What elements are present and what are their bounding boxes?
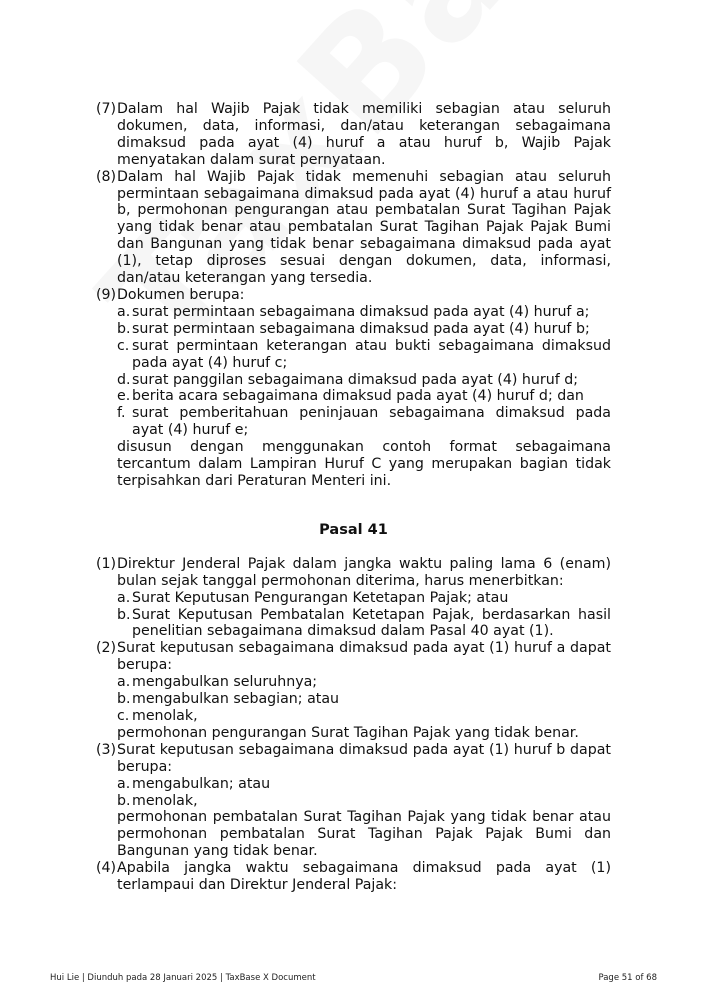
ayat-number: (3) [96,741,117,758]
ayat-number: (8) [96,168,117,185]
ayat-text: Surat keputusan sebagaimana dimaksud pada ayat (1) huruf b dapat berupa: [117,741,611,775]
pasal41-ayat-4 [96,860,611,894]
ayat-closing-text: permohonan pembatalan Surat Tagihan Pajak yang tidak benar atau permohonan pembatalan Surat Tagihan Pajak Pajak Bumi dan Bangunan yang tidak benar. [117,809,611,860]
list-item [117,607,611,641]
item-text: Surat Keputusan Pembatalan Ketetapan Pajak, berdasarkan hasil penelitian sebagaimana dimaksud dalam Pasal 40 ayat (1). [132,606,611,640]
item-label: f. [117,405,126,422]
item-label: d. [117,371,131,388]
item-list [117,776,611,810]
ayat-7 [96,101,611,169]
item-list [117,304,611,439]
item-label: b. [117,792,131,809]
item-label: a. [117,674,131,691]
list-item [117,304,611,321]
ayat-number: (7) [96,101,117,117]
ayat-text: Apabila jangka waktu sebagaimana dimaksud pada ayat (1) terlampaui dan Direktur Jenderal Pajak: [117,860,611,894]
item-label: a. [117,589,131,606]
item-label: c. [117,337,130,354]
document-body [96,101,611,894]
ayat-text: Direktur Jenderal Pajak dalam jangka waktu paling lama 6 (enam) bulan sejak tanggal permohonan diterima, harus menerbitkan: [117,555,611,589]
item-label: e. [117,388,131,405]
list-item [117,776,611,793]
item-text: menolak, [132,708,198,724]
item-text: berita acara sebagaimana dimaksud pada ayat (4) huruf d; dan [132,388,584,405]
ayat-8 [96,169,611,287]
item-text: surat permintaan sebagaimana dimaksud pada ayat (4) huruf b; [132,320,590,337]
list-item [117,590,611,607]
ayat-closing-text: disusun dengan menggunakan contoh format sebagaimana tercantum dalam Lampiran Huruf C yang merupakan bagian tidak terpisahkan dari Peraturan Menteri ini. [117,439,611,489]
ayat-number: (1) [96,555,117,572]
item-label: a. [117,303,131,320]
item-label: c. [117,708,130,724]
list-item [117,691,611,708]
list-item [117,338,611,372]
pasal41-ayat-2 [96,640,611,741]
ayat-text: Dalam hal Wajib Pajak tidak memiliki sebagian atau seluruh dokumen, data, informasi, dan/atau keterangan sebagaimana dimaksud pada ayat (4) huruf a atau huruf b, Wajib Pajak menyatakan dalam surat pernyataan. [117,101,611,168]
item-label: a. [117,775,131,792]
list-item [117,674,611,691]
list-item [117,405,611,439]
item-label: b. [117,691,131,708]
list-item [117,708,611,725]
pasal41-ayat-1 [96,556,611,641]
ayat-text: Dalam hal Wajib Pajak tidak memenuhi sebagian atau seluruh permintaan sebagaimana dimaksud pada ayat (4) huruf a atau huruf b, permohonan pengurangan atau pembatalan Surat Tagihan Pajak yang tidak benar atau pembatalan Surat Tagihan Pajak Pajak Bumi dan Bangunan yang tidak benar sebagaimana dimaksud pada ayat (1), tetap diproses sesuai dengan dokumen, data, informasi, dan/atau keterangan yang tersedia. [117,168,611,287]
pasal41-ayat-3 [96,742,611,860]
ayat-number: (2) [96,640,117,657]
ayat-number: (4) [96,860,117,877]
list-item [117,321,611,338]
list-item [117,793,611,810]
ayat-text: Surat keputusan sebagaimana dimaksud pada ayat (1) huruf a dapat berupa: [117,640,611,674]
pasal-heading: Pasal 41 [319,521,388,538]
item-label: b. [117,320,131,337]
item-text: surat panggilan sebagaimana dimaksud pada ayat (4) huruf d; [132,371,578,388]
item-text: Surat Keputusan Pengurangan Ketetapan Pajak; atau [132,589,509,606]
list-item [117,372,611,389]
item-label: b. [117,606,131,623]
item-text: mengabulkan; atau [132,775,271,792]
item-text: surat pemberitahuan peninjauan sebagaimana dimaksud pada ayat (4) huruf e; [132,405,611,439]
ayat-9 [96,287,611,490]
item-text: menolak, [132,792,198,809]
item-text: surat permintaan keterangan atau bukti sebagaimana dimaksud pada ayat (4) huruf c; [132,337,611,371]
item-text: mengabulkan seluruhnya; [132,674,318,691]
item-list [117,674,611,725]
ayat-number: (9) [96,286,117,303]
item-list [117,590,611,641]
item-text: mengabulkan sebagian; atau [132,691,340,708]
ayat-text: Dokumen berupa: [117,286,245,303]
ayat-closing-text: permohonan pengurangan Surat Tagihan Pajak yang tidak benar. [117,724,579,741]
item-text: surat permintaan sebagaimana dimaksud pada ayat (4) huruf a; [132,303,590,320]
list-item [117,388,611,405]
footer-download-info: Hui Lie | Diunduh pada 28 Januari 2025 | TaxBase X Document [50,973,316,983]
footer-page-number: Page 51 of 68 [598,973,657,983]
